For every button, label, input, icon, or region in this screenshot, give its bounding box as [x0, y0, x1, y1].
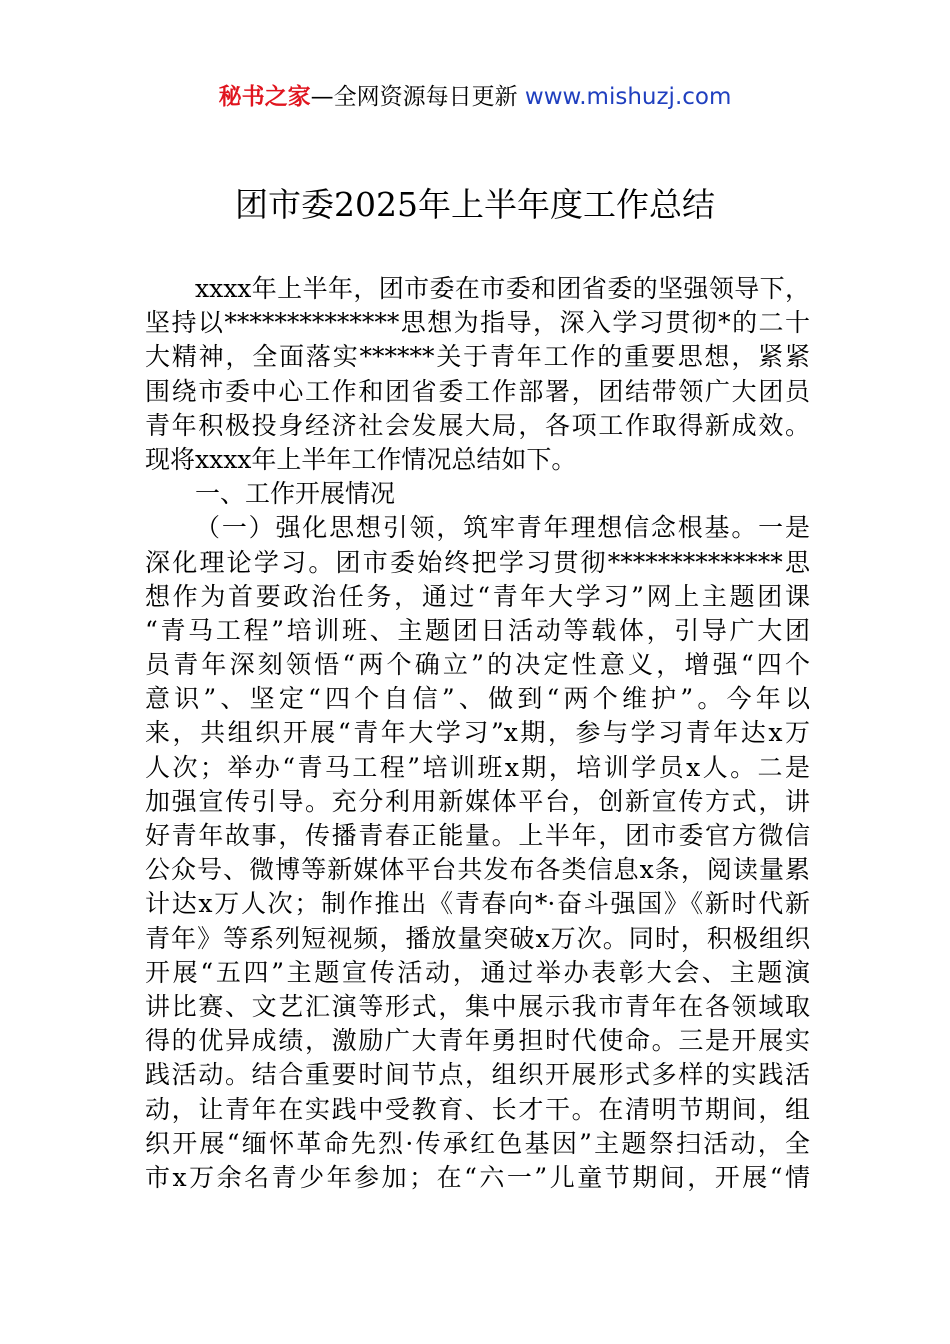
body-line: 践活动。结合重要时间节点，组织开展形式多样的实践活 [145, 1060, 810, 1090]
body-line: 围绕市委中心工作和团省委工作部署，团结带领广大团员 [145, 376, 810, 406]
body-line: 想作为首要政治任务，通过“青年大学习”网上主题团课 [145, 581, 810, 611]
body-line: 开展“五四”主题宣传活动，通过举办表彰大会、主题演 [145, 957, 810, 987]
header-tagline: —全网资源每日更新 [310, 84, 525, 110]
site-header [0, 82, 950, 112]
body-line: 青年积极投身经济社会发展大局，各项工作取得新成效。 [145, 410, 810, 440]
body-line: 青年》等系列短视频，播放量突破x万次。同时，积极组织 [145, 923, 810, 953]
body-line: 好青年故事，传播青春正能量。上半年，团市委官方微信 [145, 821, 810, 850]
header-brand: 秘书之家 [218, 84, 311, 110]
body-line: 市x万余名青少年参加；在“六一”儿童节期间，开展“情 [145, 1162, 810, 1192]
body-line: 意识”、坚定“四个自信”、做到“两个维护”。今年以 [145, 684, 810, 714]
body-line: xxxx年上半年，团市委在市委和团省委的坚强领导下， [195, 274, 810, 303]
body-line: 加强宣传引导。充分利用新媒体平台，创新宣传方式，讲 [145, 786, 810, 816]
body-line: 人次；举办“青马工程”培训班x期，培训学员x人。二是 [145, 752, 810, 782]
body-line: 员青年深刻领悟“两个确立”的决定性意义，增强“四个 [145, 650, 810, 680]
section-heading: 一、工作开展情况 [195, 479, 396, 509]
document-title: 团市委2025年上半年度工作总结 [235, 185, 715, 224]
body-line: 来，共组织开展“青年大学习”x期，参与学习青年达x万 [145, 718, 810, 748]
body-line: （一）强化思想引领，筑牢青年理想信念根基。一是 [195, 513, 810, 543]
body-line: 动，让青年在实践中受教育、长才干。在清明节期间，组 [145, 1094, 810, 1124]
body-line: 讲比赛、文艺汇演等形式，集中展示我市青年在各领域取 [145, 991, 810, 1021]
body-line: 公众号、微博等新媒体平台共发布各类信息x条，阅读量累 [145, 855, 810, 885]
body-line: 现将xxxx年上半年工作情况总结如下。 [145, 444, 577, 474]
body-line: “青马工程”培训班、主题团日活动等载体，引导广大团 [145, 615, 810, 645]
document-body [145, 272, 810, 1195]
body-line: 深化理论学习。团市委始终把学习贯彻**************思 [145, 547, 810, 577]
header-url-link[interactable]: www.mishuzj.com [524, 84, 732, 110]
body-line: 大精神，全面落实******关于青年工作的重要思想，紧紧 [145, 342, 810, 372]
body-line: 织开展“缅怀革命先烈·传承红色基因”主题祭扫活动，全 [145, 1128, 810, 1158]
body-line: 得的优异成绩，激励广大青年勇担时代使命。三是开展实 [145, 1026, 810, 1056]
body-line: 计达x万人次；制作推出《青春向*·奋斗强国》《新时代新 [145, 889, 810, 919]
body-line: 坚持以**************思想为指导，深入学习贯彻*的二十 [145, 308, 810, 338]
